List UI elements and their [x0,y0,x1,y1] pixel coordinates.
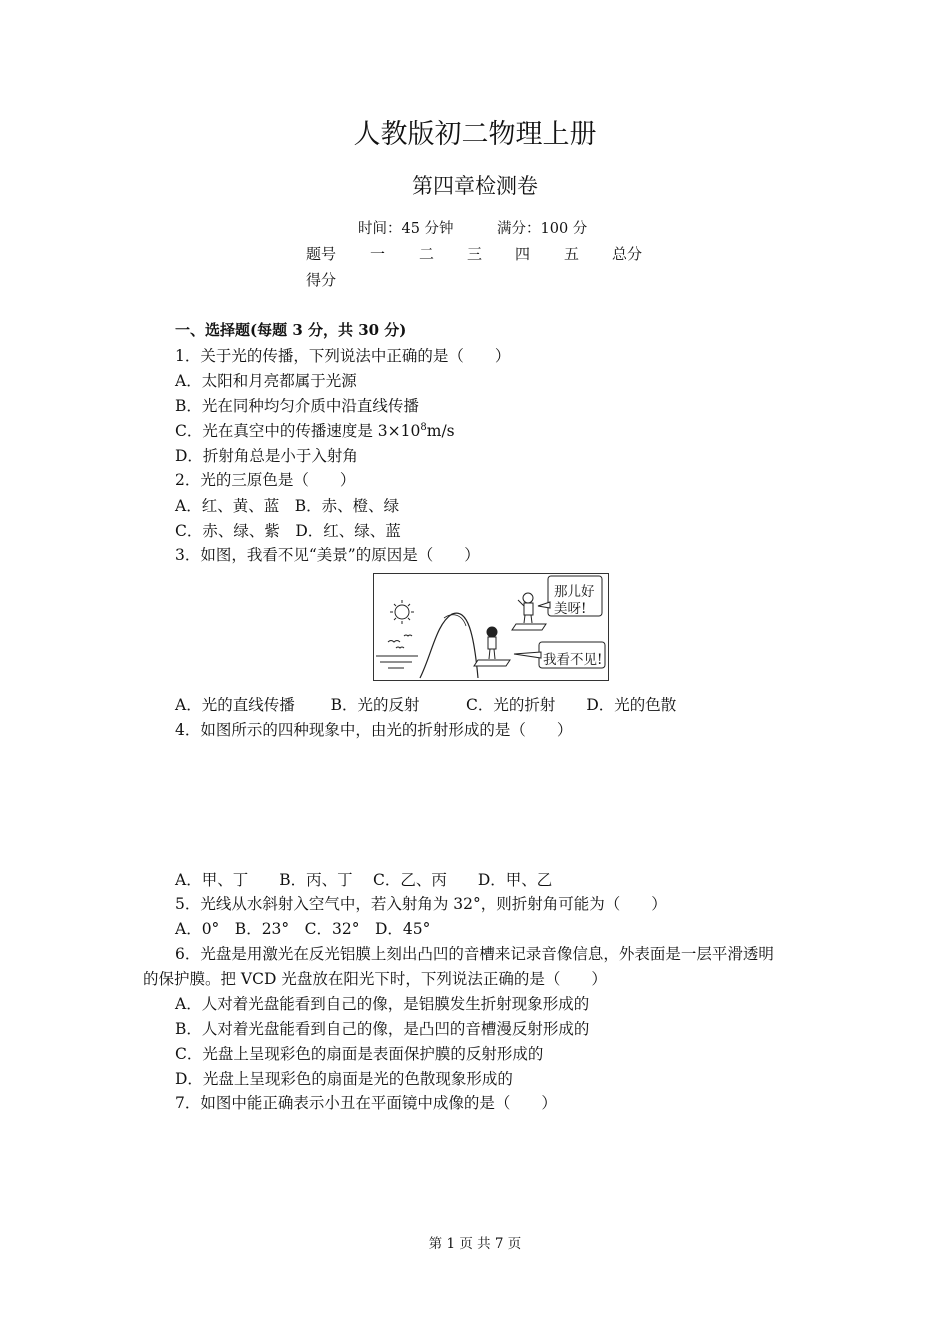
question-2-options-ab: A．红、黄、蓝 B．赤、橙、绿 [175,497,400,515]
birds-icon [388,635,412,648]
question-6-stem-line-1: 6．光盘是用激光在反光铝膜上刻出凸凹的音槽来记录音像信息，外表面是一层平滑透明 [175,945,774,963]
score-table-col-total: 总分 [612,245,643,263]
question-6-stem-line-2: 的保护膜。把 VCD 光盘放在阳光下时，下列说法正确的是（ ） [143,970,607,988]
question-5-stem: 5．光线从水斜射入空气中，若入射角为 32°，则折射角可能为（ ） [175,895,667,913]
question-1-stem: 1．关于光的传播，下列说法中正确的是（ ） [175,347,511,365]
score-table-col-2: 二 [419,245,435,263]
page-footer: 第 1 页 共 7 页 [428,1236,522,1252]
score-table-row-label: 得分 [306,271,337,289]
water-lines [376,656,418,668]
section-heading: 一、选择题(每题 3 分，共 30 分) [175,321,407,339]
score-table-header-label: 题号 [306,245,337,263]
question-6-option-d: D．光盘上呈现彩色的扇面是光的色散现象形成的 [175,1070,513,1088]
score-table-col-4: 四 [515,245,531,263]
question-1-option-d: D．折射角总是小于入射角 [175,447,358,465]
girl-figure [512,593,546,630]
question-6-option-c: C．光盘上呈现彩色的扇面是表面保护膜的反射形成的 [175,1045,544,1063]
hill-shape [420,613,478,678]
question-4-stem: 4．如图所示的四种现象中，由光的折射形成的是（ ） [175,721,573,739]
question-6-option-b: B．人对着光盘能看到自己的像，是凸凹的音槽漫反射形成的 [175,1020,590,1038]
bubble-top-line-2: 美呀! [554,601,587,617]
score-table-col-5: 五 [564,245,580,263]
question-6-option-a: A．人对着光盘能看到自己的像，是铝膜发生折射现象形成的 [175,995,590,1013]
question-2-stem: 2．光的三原色是（ ） [175,471,356,489]
question-3-figure [373,573,609,681]
page-title: 人教版初二物理上册 [353,119,597,150]
question-4-options: A．甲、丁 B．丙、丁 C．乙、丙 D．甲、乙 [175,871,553,889]
bubble-bottom-text: 我看不见! [543,652,603,668]
sun-icon [390,600,414,624]
question-3-stem: 3．如图，我看不见“美景”的原因是（ ） [175,546,480,564]
question-1-option-c [175,419,455,441]
exam-time: 时间：45 分钟 [358,221,454,237]
score-table-col-3: 三 [467,245,483,263]
question-1-option-c-text: C．光在真空中的传播速度是 3×10 [175,422,421,440]
score-table-col-1: 一 [370,245,386,263]
question-5-options: A．0° B．23° C．32° D．45° [175,920,431,938]
page-subtitle: 第四章检测卷 [412,174,538,198]
boy-figure [474,627,510,666]
question-7-stem: 7．如图中能正确表示小丑在平面镜中成像的是（ ） [175,1094,557,1112]
question-2-options-cd: C．赤、绿、紫 D．红、绿、蓝 [175,522,401,540]
exam-full-score: 满分：100 分 [497,221,588,237]
question-1-option-c-unit: m/s [426,422,455,440]
question-1-option-c-exponent: 8 [420,421,427,433]
question-1-option-b: B．光在同种均匀介质中沿直线传播 [175,397,419,415]
bubble-top-line-1: 那儿好 [554,584,595,600]
question-1-option-a: A．太阳和月亮都属于光源 [175,372,357,390]
question-3-options: A．光的直线传播 B．光的反射 C．光的折射 D．光的色散 [175,696,677,714]
